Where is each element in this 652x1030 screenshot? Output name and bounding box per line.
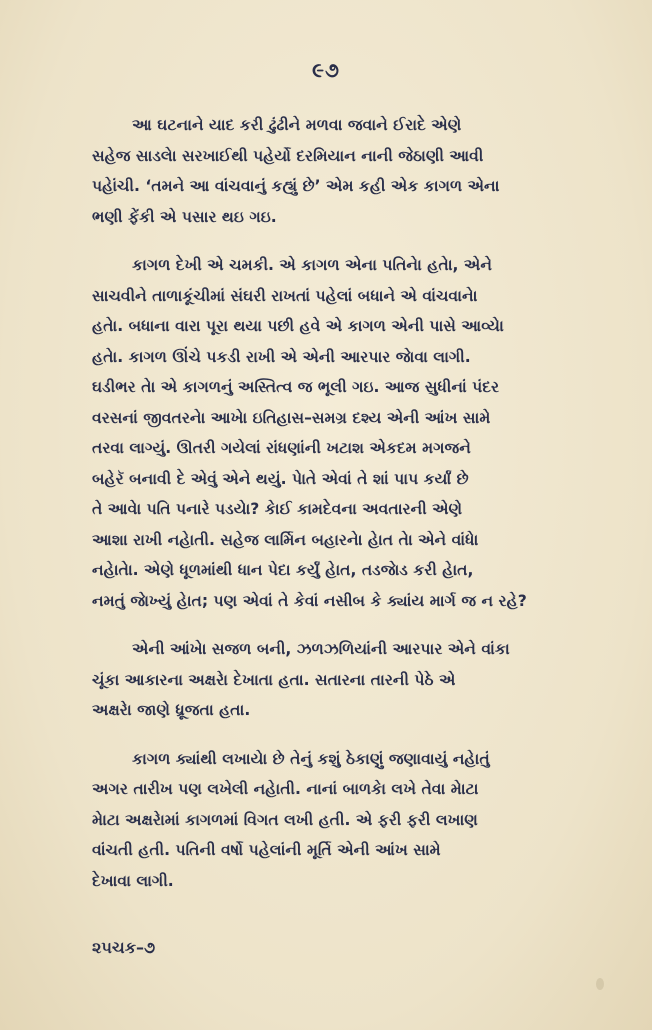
text-line: એની આંખેા સજળ બની, ઝળઝળિયાંની આરપાર એને વાંકા (132, 640, 510, 658)
text-line: ભણી ફેંકી એ પસાર થઇ ગઇ. (92, 207, 277, 226)
text-line: તરવા લાગ્યું. ઊતરી ગયેલાં રાંધણાંની ખટાશ એકદમ મગજને (92, 439, 471, 457)
text-line: આશા રાખી નહેાતી. સહેજ લાર્મિન બહારનેા હેાત તેા એને વાંધેા (92, 530, 479, 549)
text-line: બહેરૅ બનાવી દે એવું એને થયું. પેાતે એવાં તે શાં પાપ કર્યાં છે (92, 469, 469, 488)
paragraph-4 (92, 744, 624, 897)
text-line: પહેાંચી. ‘તમને આ વાંચવાનું કહ્યું છે’ એમ કહી એક કાગળ એના (92, 177, 500, 195)
page-number: ૯૭ (312, 58, 340, 82)
text-line: હતેા. બધાના વારા પૂરા થયા પછી હવે એ કાગળ એની પાસે આવ્યેા (92, 317, 504, 335)
text-line: સાચવીને તાળાકૂંચીમાં સંઘરી રાખતાં પહેલાં બધાને એ વાંચવાનેા (92, 286, 478, 305)
text-line: હતેા. કાગળ ઊંચે પકડી રાખી એ એની આરપાર જેાવા લાગી. (92, 347, 471, 366)
text-line: મેાટા અક્ષરેામાં કાગળમાં વિગત લખી હતી. એ ફરી ફરી લખાણ (92, 810, 478, 829)
text-line: કાગળ દેખી એ ચમકી. એ કાગળ એના પતિનેા હતેા, એને (132, 256, 492, 274)
text-line: વાંચતી હતી. પતિની વર્ષો પહેલાંની મૂર્તિ એની આંખ સામે (92, 841, 441, 859)
text-line: ઘડીભર તેા એ કાગળનું અસ્તિત્વ જ ભૂલી ગઇ. આજ સુધીનાં પંદર (92, 378, 500, 396)
text-line: નહેાતેા. એણે ધૂળમાંથી ધાન પેદા કર્યું હેાત, તડજેાડ કરી હેાત, (92, 561, 474, 579)
paragraph-2 (92, 250, 624, 616)
text-line: કાગળ ક્યાંથી લખાયેા છે તેનું કશું ઠેકાણું જણાવાયું નહેાતું (132, 749, 490, 768)
text-line: તે આવેા પતિ પનારે પડયેા? કેાઈ કામદેવના અવતારની એણે (92, 500, 463, 518)
paper-stain (596, 978, 604, 990)
text-line: અગર તારીખ પણ લખેલી નહેાતી. નાનાં બાળકેા લખે તેવા મેાટા (92, 780, 479, 798)
text-line: દેખાવા લાગી. (92, 871, 174, 890)
body-text (92, 110, 624, 914)
text-line: સહેજ સાડલેા સરખાઈથી પહેર્યો દરમિયાન નાની જેઠાણી આવી (92, 146, 484, 165)
text-line: આ ઘટનાને યાદ કરી ઢુંઢીને મળવા જવાને ઈરાદે એણે (132, 116, 462, 134)
paragraph-3 (92, 634, 624, 726)
paragraph-1 (92, 110, 624, 232)
text-line: અક્ષરેા જાણે ધ્રૂજતા હતા. (92, 701, 251, 719)
text-line: નમતું જેાખ્યું હેાત; પણ એવાં તે કેવાં નસીબ કે ક્યાંય માર્ગ જ ન રહે? (92, 591, 527, 610)
footer-signature: ૨૫ચક–૭ (92, 938, 156, 957)
text-line: વરસનાં જીવતરનેા આખેા ઇતિહાસ–સમગ્ર દશ્ય એની આંખ સામે (92, 408, 491, 427)
text-line: ચૂંકા આકારના અક્ષરેા દેખાતા હતા. સતારના તારની પેઠે એ (92, 670, 456, 689)
